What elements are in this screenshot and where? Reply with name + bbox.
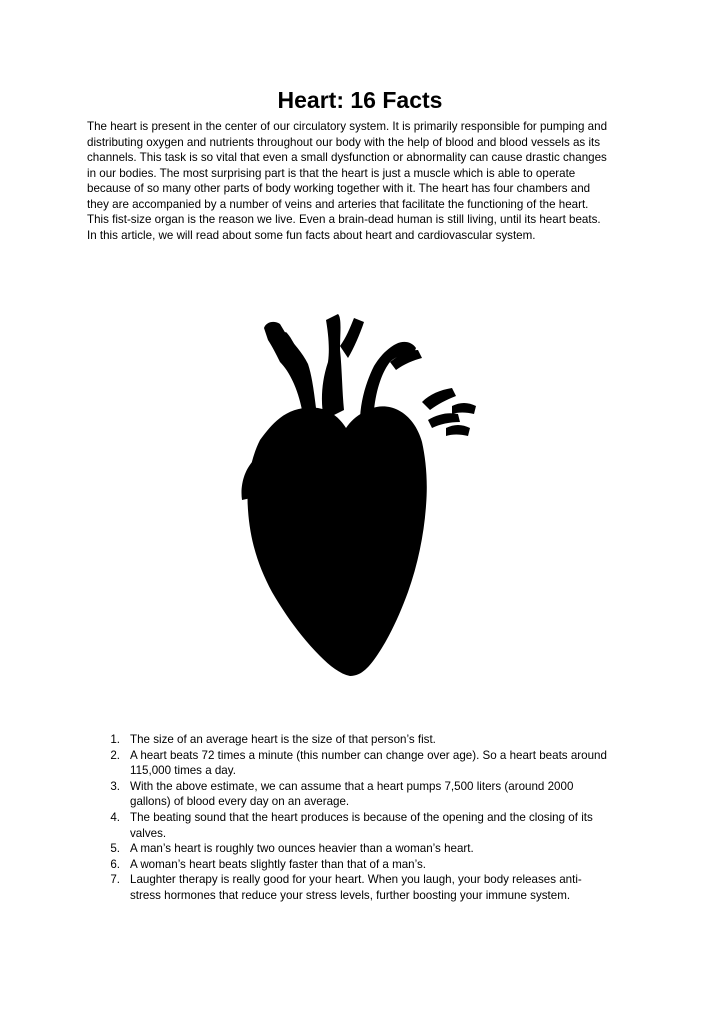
list-item-number: 6. [110,857,120,871]
intro-line: they are accompanied by a number of veins and arteries that facilitate the functioning of the heart. [87,197,589,211]
intro-line: because of so many other parts of body working together with it. The heart has four chambers and [87,182,591,196]
intro-line: in our bodies. The most surprising part is that the heart is just a muscle which is able to operate [87,166,576,180]
intro-line: distributing oxygen and nutrients throughout our body with the help of blood and blood vessels as its [87,135,601,149]
list-item-line: A heart beats 72 times a minute (this number can change over age). So a heart beats around [130,748,607,762]
list-item-number: 4. [110,810,120,824]
list-item-line: The beating sound that the heart produces is because of the opening and the closing of its [130,810,593,824]
list-item-line: With the above estimate, we can assume that a heart pumps 7,500 liters (around 2000 [130,779,574,793]
list-item-text [130,732,660,748]
list-item [100,810,660,841]
list-item [100,779,660,810]
intro-paragraph [87,119,647,243]
list-item-number: 2. [110,748,120,762]
list-item-line: Laughter therapy is really good for your heart. When you laugh, your body releases anti- [130,873,582,887]
list-item [100,748,660,779]
intro-line: channels. This task is so vital that even a small dysfunction or abnormality can cause drastic changes [87,151,607,165]
list-item-text [130,810,660,841]
list-item-line: A woman’s heart beats slightly faster than that of a man’s. [130,857,427,871]
list-item-number: 5. [110,842,120,856]
list-item-number: 7. [110,873,120,887]
list-item [100,841,660,857]
list-item [100,857,660,873]
list-item-line: stress hormones that reduce your stress levels, further boosting your immune system. [130,888,571,902]
list-item-line: The size of an average heart is the size of that person’s fist. [130,733,436,746]
list-item-text [130,857,660,873]
list-item-text [130,748,660,779]
list-item [100,732,660,748]
intro-line: This fist-size organ is the reason we live. Even a brain-dead human is still living, until its heart beats. [87,213,601,227]
list-item-line: gallons) of blood every day on an average. [130,795,350,809]
page-title: Heart: 16 Facts [277,87,443,113]
facts-list [100,732,660,904]
list-item-line: 115,000 times a day. [130,764,236,778]
list-item-number: 3. [110,779,120,793]
list-item-text [130,872,660,903]
list-item-text [130,841,660,857]
intro-line: In this article, we will read about some fun facts about heart and cardiovascular system. [87,228,536,242]
list-item [100,872,660,903]
anatomical-heart-silhouette-icon [190,310,500,700]
intro-line: The heart is present in the center of our circulatory system. It is primarily responsible for pumping and [87,120,608,133]
list-item-text [130,779,660,810]
list-item-line: valves. [130,826,167,840]
list-item-number: 1. [110,733,120,746]
list-item-line: A man’s heart is roughly two ounces heavier than a woman’s heart. [130,842,474,856]
